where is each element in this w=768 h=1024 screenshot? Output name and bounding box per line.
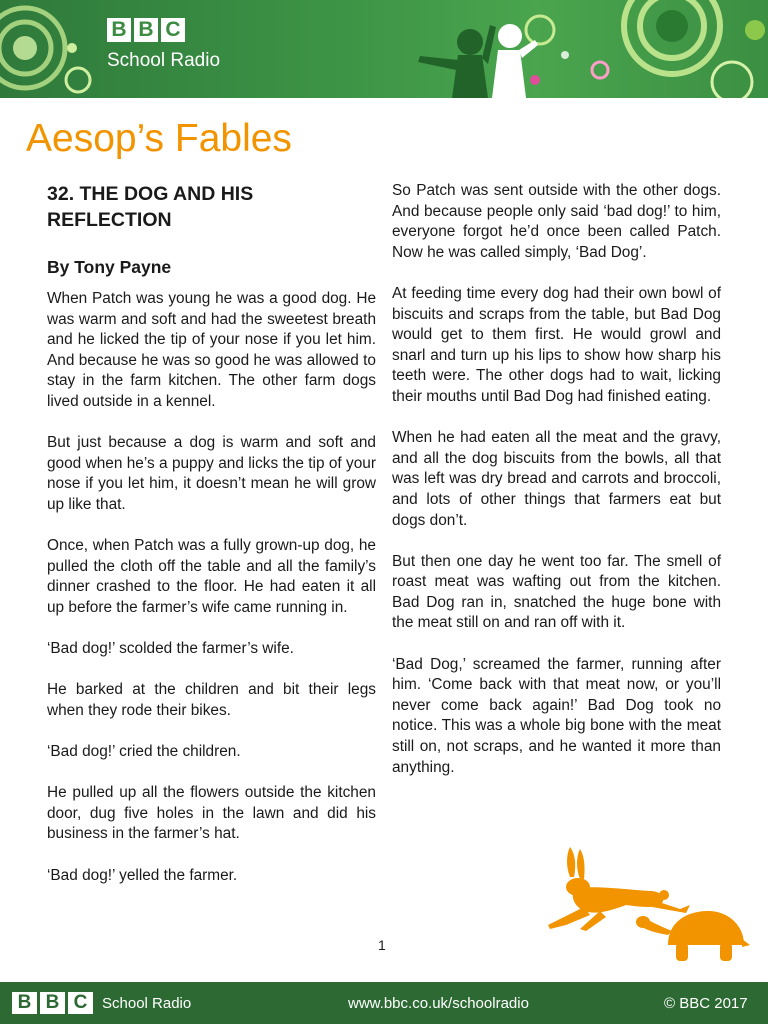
story-paragraph: He pulled up all the flowers outside the kitchen door, dug five holes in the lawn and did his business in the farmer’s hat.: [47, 784, 376, 843]
story-paragraph: Once, when Patch was a fully grown-up dog, he pulled the cloth off the table and all the family’s dinner crashed to the floor. He had eaten it all up before the farmer’s wife came running in.: [47, 537, 376, 616]
footer-bar: [0, 982, 768, 1024]
story-paragraph: But then one day he went too far. The smell of roast meat was wafting out from the kitchen. Bad Dog ran in, snatched the huge bone with the meat still on and ran off with it.: [392, 552, 721, 632]
header-subtitle: School Radio: [107, 50, 221, 71]
child-white-silhouette-icon: [492, 24, 538, 98]
page-number: 1: [378, 937, 386, 953]
story-paragraph: So Patch was sent outside with the other dogs. And because people only said ‘bad dog!’ to him, everyone forgot he’d once been called Patch. Now he was called simply, ‘Bad Dog’.: [392, 182, 721, 261]
header-decoration: [0, 0, 768, 98]
story-column-left: [47, 181, 376, 907]
bbc-logo[interactable]: [107, 18, 185, 42]
hare-icon: [548, 847, 690, 931]
bbc-logo-letter: B: [12, 992, 37, 1014]
page-title: Aesop’s Fables: [26, 117, 292, 160]
footer-url-link[interactable]: www.bbc.co.uk/schoolradio: [348, 995, 529, 1012]
bbc-logo-letter: B: [40, 992, 65, 1014]
story-paragraph: ‘Bad dog!’ yelled the farmer.: [47, 866, 238, 884]
footer-bbc-logo[interactable]: [12, 992, 93, 1014]
footer-brand: School Radio: [102, 995, 192, 1012]
tortoise-icon: [636, 911, 750, 961]
story-paragraph: At feeding time every dog had their own bowl of biscuits and scraps from the table, but Bad Dog would get to them first. He would growl and snarl and turn up his lips to show how sharp his teeth were. The other dogs had to wait, licking their mouths until Bad Dog had finished eating.: [392, 284, 721, 405]
story-paragraph: ‘Bad dog!’ scolded the farmer’s wife.: [47, 640, 294, 658]
story-paragraph: ‘Bad dog!’ cried the children.: [47, 743, 241, 761]
story-paragraph: When he had eaten all the meat and the gravy, and all the dog biscuits from the bowls, all that was left was dry bread and carrots and broccoli, and lots of other things that farmers eat but dogs don’t.: [392, 429, 721, 529]
story-column-right: [392, 181, 721, 799]
bbc-logo-letter: B: [107, 18, 131, 42]
bbc-logo-letter: C: [68, 992, 93, 1014]
story-paragraph: ‘Bad Dog,’ screamed the farmer, running after him. ‘Come back with that meat now, or you’ll never come back again!’ Bad Dog took no notice. This was a whole big bone with the meat still on, not scraps, and he wanted it more than anything.: [392, 655, 721, 776]
story-paragraph: But just because a dog is warm and soft and good when he’s a puppy and licks the tip of your nose if you let him, it doesn’t mean he will grow up like that.: [47, 434, 376, 513]
story-title: 32. THE DOG AND HIS REFLECTION: [47, 183, 254, 231]
story-author: By Tony Payne: [47, 257, 172, 277]
bbc-logo-letter: C: [161, 18, 185, 42]
header-banner: [0, 0, 768, 98]
fable-illustration: [540, 845, 750, 970]
footer-copyright: © BBC 2017: [664, 995, 748, 1012]
children-silhouette-icon: [418, 25, 496, 98]
bbc-logo-letter: B: [134, 18, 158, 42]
story-paragraph: When Patch was young he was a good dog. He was warm and soft and had the sweetest breath and he licked the tip of your nose if you let him. And because he was so good he was allowed to stay in the farm kitchen. The other farm dogs lived outside in a kennel.: [47, 290, 376, 410]
story-paragraph: He barked at the children and bit their legs when they rode their bikes.: [47, 681, 376, 719]
